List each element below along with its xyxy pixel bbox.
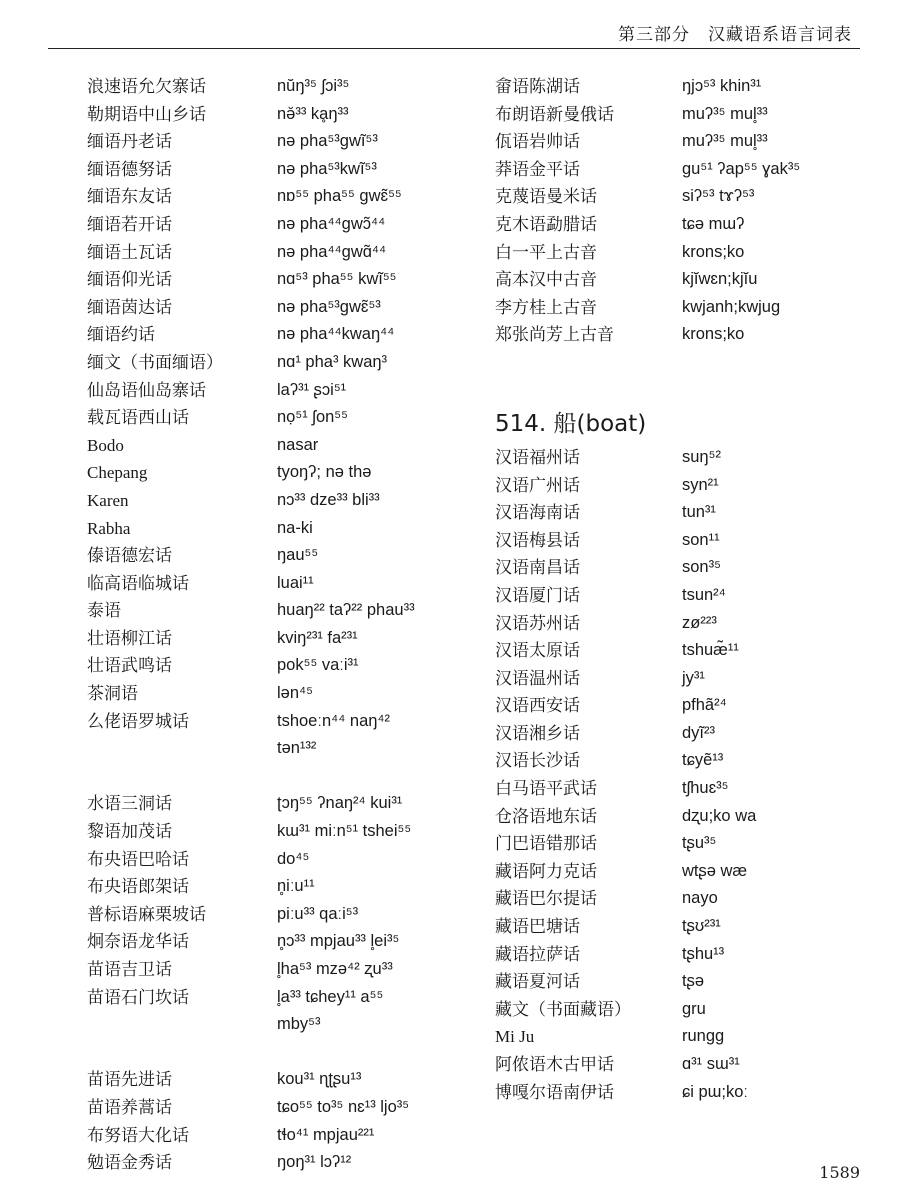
word-form: ɑ³¹ sɯ³¹ (682, 1055, 740, 1073)
language-name: 缅语德努话 (87, 159, 172, 179)
language-name: 白马语平武话 (495, 779, 597, 799)
language-name: 茶洞语 (87, 684, 138, 704)
word-form: zø²²³ (682, 613, 717, 632)
word-form: muʔ³⁵ mul̥³³ (682, 132, 768, 151)
language-name: 缅语仰光话 (87, 270, 172, 290)
entry-row (87, 984, 467, 1012)
word-form: gu⁵¹ ʔap⁵⁵ ɣak³⁵ (682, 159, 801, 178)
entry-row (87, 735, 467, 763)
word-form: piːu³³ qaːi⁵³ (277, 904, 359, 923)
entry-row (495, 582, 875, 610)
entry-row (495, 472, 875, 500)
language-name: 泰语 (87, 601, 121, 621)
entry-row (87, 1066, 467, 1094)
language-name: 临高语临城话 (87, 573, 189, 593)
language-name: 藏语阿力克话 (495, 861, 597, 881)
entry-row (87, 873, 467, 901)
entry-row (87, 542, 467, 570)
word-form: na-ki (277, 518, 313, 537)
language-name: 汉语福州话 (495, 447, 580, 467)
language-name: 汉语海南话 (495, 503, 580, 523)
language-name: 莽语金平话 (495, 159, 580, 179)
language-name: 郑张尚芳上古音 (495, 325, 614, 345)
entry-row (495, 128, 875, 156)
entry-row (495, 610, 875, 638)
language-name: 仓洛语地东话 (495, 806, 597, 826)
language-name: Karen (87, 490, 129, 510)
word-form: mby⁵³ (277, 1015, 321, 1034)
right-column-section-entries (495, 444, 875, 1106)
word-form: nɔ³³ dze³³ bli³³ (277, 490, 380, 509)
entry-row (87, 956, 467, 984)
language-name: 傣语德宏话 (87, 546, 172, 566)
entry-row (495, 968, 875, 996)
word-form: tyoŋʔ; nǝ thǝ (277, 463, 372, 482)
language-name: 汉语苏州话 (495, 613, 580, 633)
entry-row (495, 665, 875, 693)
entry-row (495, 692, 875, 720)
language-name: 普标语麻栗坡话 (87, 904, 206, 924)
entry-row (87, 846, 467, 874)
entry-row (495, 239, 875, 267)
word-form: nǝ̆³³ kḁŋ³³ (277, 104, 349, 123)
entry-row (495, 747, 875, 775)
entry-row (495, 211, 875, 239)
entry-row (87, 349, 467, 377)
word-form: tʂhu¹³ (682, 944, 725, 963)
language-name: 汉语广州话 (495, 475, 580, 495)
word-form: tun³¹ (682, 503, 716, 522)
word-form: pok⁵⁵ vaːi³¹ (277, 656, 359, 675)
word-form: nŭŋ³⁵ ʃɔi³⁵ (277, 77, 350, 95)
word-form: ʈɔŋ⁵⁵ ʔnaŋ²⁴ kui³¹ (277, 794, 403, 813)
language-name: 白一平上古音 (495, 242, 597, 262)
entry-row (87, 432, 467, 460)
entry-row (87, 570, 467, 598)
language-name: 布努语大化话 (87, 1125, 189, 1145)
word-form: nɒ⁵⁵ pha⁵⁵ gwɛ̃⁵⁵ (277, 187, 402, 206)
language-name: 缅语若开话 (87, 214, 172, 234)
language-name: 汉语温州话 (495, 668, 580, 688)
language-name: 黎语加茂话 (87, 822, 172, 842)
entry-gap (87, 763, 467, 791)
word-form: nǝ pha⁴⁴kwaŋ⁴⁴ (277, 325, 395, 344)
word-form: siʔ⁵³ tɤʔ⁵³ (682, 187, 755, 206)
entry-row (495, 1079, 875, 1107)
language-name: 汉语湘乡话 (495, 723, 580, 743)
left-column (87, 73, 467, 1177)
entry-row (87, 239, 467, 267)
word-form: jy³¹ (682, 668, 705, 687)
word-form: krons;ko (682, 325, 745, 344)
entry-row (495, 266, 875, 294)
language-name: 炯奈语龙华话 (87, 932, 189, 952)
entry-row (495, 830, 875, 858)
language-name: 水语三洞话 (87, 794, 172, 814)
language-name: 么佬语罗城话 (87, 711, 189, 731)
language-name: 壮语柳江话 (87, 628, 172, 648)
language-name: 苗语石门坎话 (87, 987, 189, 1007)
word-form: dʐu;ko wa (682, 806, 757, 825)
entry-row (495, 73, 875, 101)
entry-row (87, 101, 467, 129)
entry-row (87, 294, 467, 322)
entry-row (495, 913, 875, 941)
word-form: lǝn⁴⁵ (277, 684, 313, 703)
language-name: 缅文（书面缅语） (87, 352, 223, 372)
word-form: kwjanh;kwjug (682, 297, 781, 316)
word-form: nɑ¹ pha³ kwaŋ³ (277, 352, 388, 371)
word-form: tʂu³⁵ (682, 834, 717, 853)
entry-row (87, 625, 467, 653)
language-name: Mi Ju (495, 1027, 535, 1047)
word-form: pfhã²⁴ (682, 696, 727, 715)
word-form: tʂʊ²³¹ (682, 917, 721, 936)
entry-row (495, 858, 875, 886)
language-name: 布央语巴哈话 (87, 849, 189, 869)
word-form: dyĩ²³ (682, 723, 715, 742)
entry-row (495, 1023, 875, 1051)
entry-row (87, 1149, 467, 1177)
word-form: suŋ⁵² (682, 447, 721, 466)
right-column-top-entries (495, 73, 875, 349)
language-name: 载瓦语西山话 (87, 408, 189, 428)
language-name: 缅语东友话 (87, 187, 172, 207)
word-form: nǝ pha⁴⁴gwɔ̃⁴⁴ (277, 214, 386, 233)
word-form: nɑ⁵³ pha⁵⁵ kwĩ⁵⁵ (277, 270, 397, 289)
word-form: ŋoŋ³¹ lɔʔ¹² (277, 1153, 352, 1172)
language-name: 苗语先进话 (87, 1070, 172, 1090)
entry-row (495, 637, 875, 665)
running-head: 第三部分 汉藏语系语言词表 (618, 25, 852, 45)
word-form: kɯ³¹ miːn⁵¹ tshei⁵⁵ (277, 822, 412, 841)
entry-row (87, 928, 467, 956)
entry-row (87, 680, 467, 708)
word-form: l̥ha⁵³ mzǝ⁴² ʐu³³ (277, 960, 393, 978)
page-number: 1589 (819, 1163, 860, 1182)
entry-row (87, 377, 467, 405)
word-form: tɕyẽ¹³ (682, 751, 724, 770)
entry-row (495, 996, 875, 1024)
language-name: 汉语长沙话 (495, 751, 580, 771)
entry-row (495, 156, 875, 184)
language-name: 汉语南昌话 (495, 558, 580, 578)
language-name: 缅语丹老话 (87, 132, 172, 152)
word-form: tshoeːn⁴⁴ naŋ⁴² (277, 711, 391, 730)
word-form: kviŋ²³¹ fa²³¹ (277, 628, 358, 647)
entry-row (495, 554, 875, 582)
word-form: krons;ko (682, 242, 745, 261)
entry-row (495, 321, 875, 349)
word-form: nǝ pha⁵³gwɛ̃⁵³ (277, 297, 381, 316)
language-name: 汉语西安话 (495, 696, 580, 716)
entry-row (87, 266, 467, 294)
word-form: muʔ³⁵ mul̥³³ (682, 104, 768, 123)
word-form: tɬo⁴¹ mpjau²²¹ (277, 1125, 375, 1144)
language-name: 李方桂上古音 (495, 297, 597, 317)
entry-row (87, 1011, 467, 1039)
word-form: nǝ pha⁵³kwĩ⁵³ (277, 159, 377, 178)
entry-row (87, 459, 467, 487)
language-name: 汉语梅县话 (495, 530, 580, 550)
language-name: 藏语夏河话 (495, 972, 580, 992)
language-name: 阿侬语木古甲话 (495, 1055, 614, 1074)
language-name: 高本汉中古音 (495, 270, 597, 290)
entry-row (495, 499, 875, 527)
word-form: tɕǝ mɯʔ (682, 214, 745, 233)
language-name: 布朗语新曼俄话 (495, 104, 614, 124)
language-name: 门巴语错那话 (495, 834, 597, 854)
entry-row (87, 183, 467, 211)
header-rule (48, 48, 860, 49)
language-name: 缅语土瓦话 (87, 242, 172, 262)
language-name: 浪速语允欠寨话 (87, 77, 206, 96)
language-name: 畲语陈湖话 (495, 77, 580, 96)
language-name: 汉语太原话 (495, 641, 580, 661)
word-form: nǝ pha⁵³gwĩ⁵³ (277, 132, 378, 151)
word-form: syn²¹ (682, 475, 719, 494)
word-form: gru (682, 999, 706, 1018)
entry-row (87, 515, 467, 543)
language-name: 博嘎尔语南伊话 (495, 1082, 614, 1102)
word-form: n̥ɔ³³ mpjau³³ l̥ei³⁵ (277, 932, 400, 951)
entry-gap (87, 1039, 467, 1067)
entry-row (87, 1122, 467, 1150)
language-name: 缅语约话 (87, 325, 155, 345)
word-form: l̥a³³ tɕhey¹¹ a⁵⁵ (277, 987, 384, 1006)
word-form: wtʂǝ wæ (682, 861, 748, 880)
language-name: 藏语拉萨话 (495, 944, 580, 964)
language-name: 克蔑语曼米话 (495, 187, 597, 207)
language-name: 佤语岩帅话 (495, 132, 580, 152)
language-name: 苗语吉卫话 (87, 960, 172, 979)
entry-row (495, 527, 875, 555)
entry-row (87, 652, 467, 680)
entry-row (87, 73, 467, 101)
word-form: tʂǝ (682, 972, 705, 991)
entry-row (87, 156, 467, 184)
word-form: n̥iːu¹¹ (277, 877, 315, 896)
entry-row (87, 597, 467, 625)
entry-row (495, 294, 875, 322)
entry-row (87, 708, 467, 736)
word-form: nayo (682, 889, 718, 908)
language-name: Rabha (87, 518, 131, 538)
word-form: huaŋ²² taʔ²² phau³³ (277, 601, 415, 620)
language-name: 克木语勐腊话 (495, 214, 597, 234)
word-form: nasar (277, 435, 319, 454)
entry-row (87, 321, 467, 349)
language-name: Chepang (87, 463, 148, 483)
entry-row (87, 818, 467, 846)
entry-row (87, 487, 467, 515)
entry-row (87, 790, 467, 818)
language-name: 缅语茵达话 (87, 297, 172, 317)
entry-row (87, 211, 467, 239)
entry-row (495, 101, 875, 129)
entry-row (87, 1094, 467, 1122)
entry-row (87, 128, 467, 156)
word-form: ŋjɔ⁵³ khin³¹ (682, 77, 762, 95)
word-form: son¹¹ (682, 530, 720, 549)
section-title: 514. 船(boat) (495, 410, 647, 437)
entry-row (87, 404, 467, 432)
entry-row (495, 1051, 875, 1079)
section-spacer (495, 349, 875, 404)
entry-row (87, 901, 467, 929)
word-form: tɕo⁵⁵ to³⁵ nɛ¹³ ljo³⁵ (277, 1097, 410, 1116)
language-name: 藏文（书面藏语） (495, 999, 631, 1019)
entry-row (495, 775, 875, 803)
entry-row (495, 444, 875, 472)
word-form: tsun²⁴ (682, 585, 726, 604)
word-form: son³⁵ (682, 558, 721, 577)
language-name: Bodo (87, 435, 124, 455)
word-form: laʔ³¹ ʂɔi⁵¹ (277, 380, 347, 399)
language-name: 布央语郎架话 (87, 877, 189, 897)
language-name: 苗语养蒿话 (87, 1097, 172, 1117)
entry-row (495, 885, 875, 913)
word-form: nǝ pha⁴⁴gwɑ̃⁴⁴ (277, 242, 387, 261)
word-form: rungg (682, 1027, 725, 1046)
entry-row (495, 941, 875, 969)
word-form: luai¹¹ (277, 573, 314, 592)
word-form: tʃhuɛ³⁵ (682, 779, 729, 798)
entry-row (495, 720, 875, 748)
word-form: ɕi pɯ;koː (682, 1082, 749, 1101)
word-form: tǝn¹³² (277, 739, 317, 758)
right-column (495, 73, 875, 1106)
entry-row (495, 183, 875, 211)
language-name: 勉语金秀话 (87, 1153, 172, 1173)
language-name: 藏语巴尔提话 (495, 889, 597, 909)
word-form: nọ⁵¹ ʃon⁵⁵ (277, 408, 348, 427)
entry-row (495, 803, 875, 831)
word-form: kjĭwɛn;kjĭu (682, 270, 758, 289)
word-form: kou³¹ ɳʈʂu¹³ (277, 1070, 362, 1089)
language-name: 勒期语中山乡话 (87, 104, 206, 124)
language-name: 仙岛语仙岛寨话 (87, 380, 206, 400)
word-form: do⁴⁵ (277, 849, 310, 868)
language-name: 汉语厦门话 (495, 585, 580, 605)
language-name: 藏语巴塘话 (495, 917, 580, 937)
word-form: tshuæ̃¹¹ (682, 641, 739, 660)
language-name: 壮语武鸣话 (87, 656, 172, 676)
word-form: ŋau⁵⁵ (277, 546, 319, 565)
